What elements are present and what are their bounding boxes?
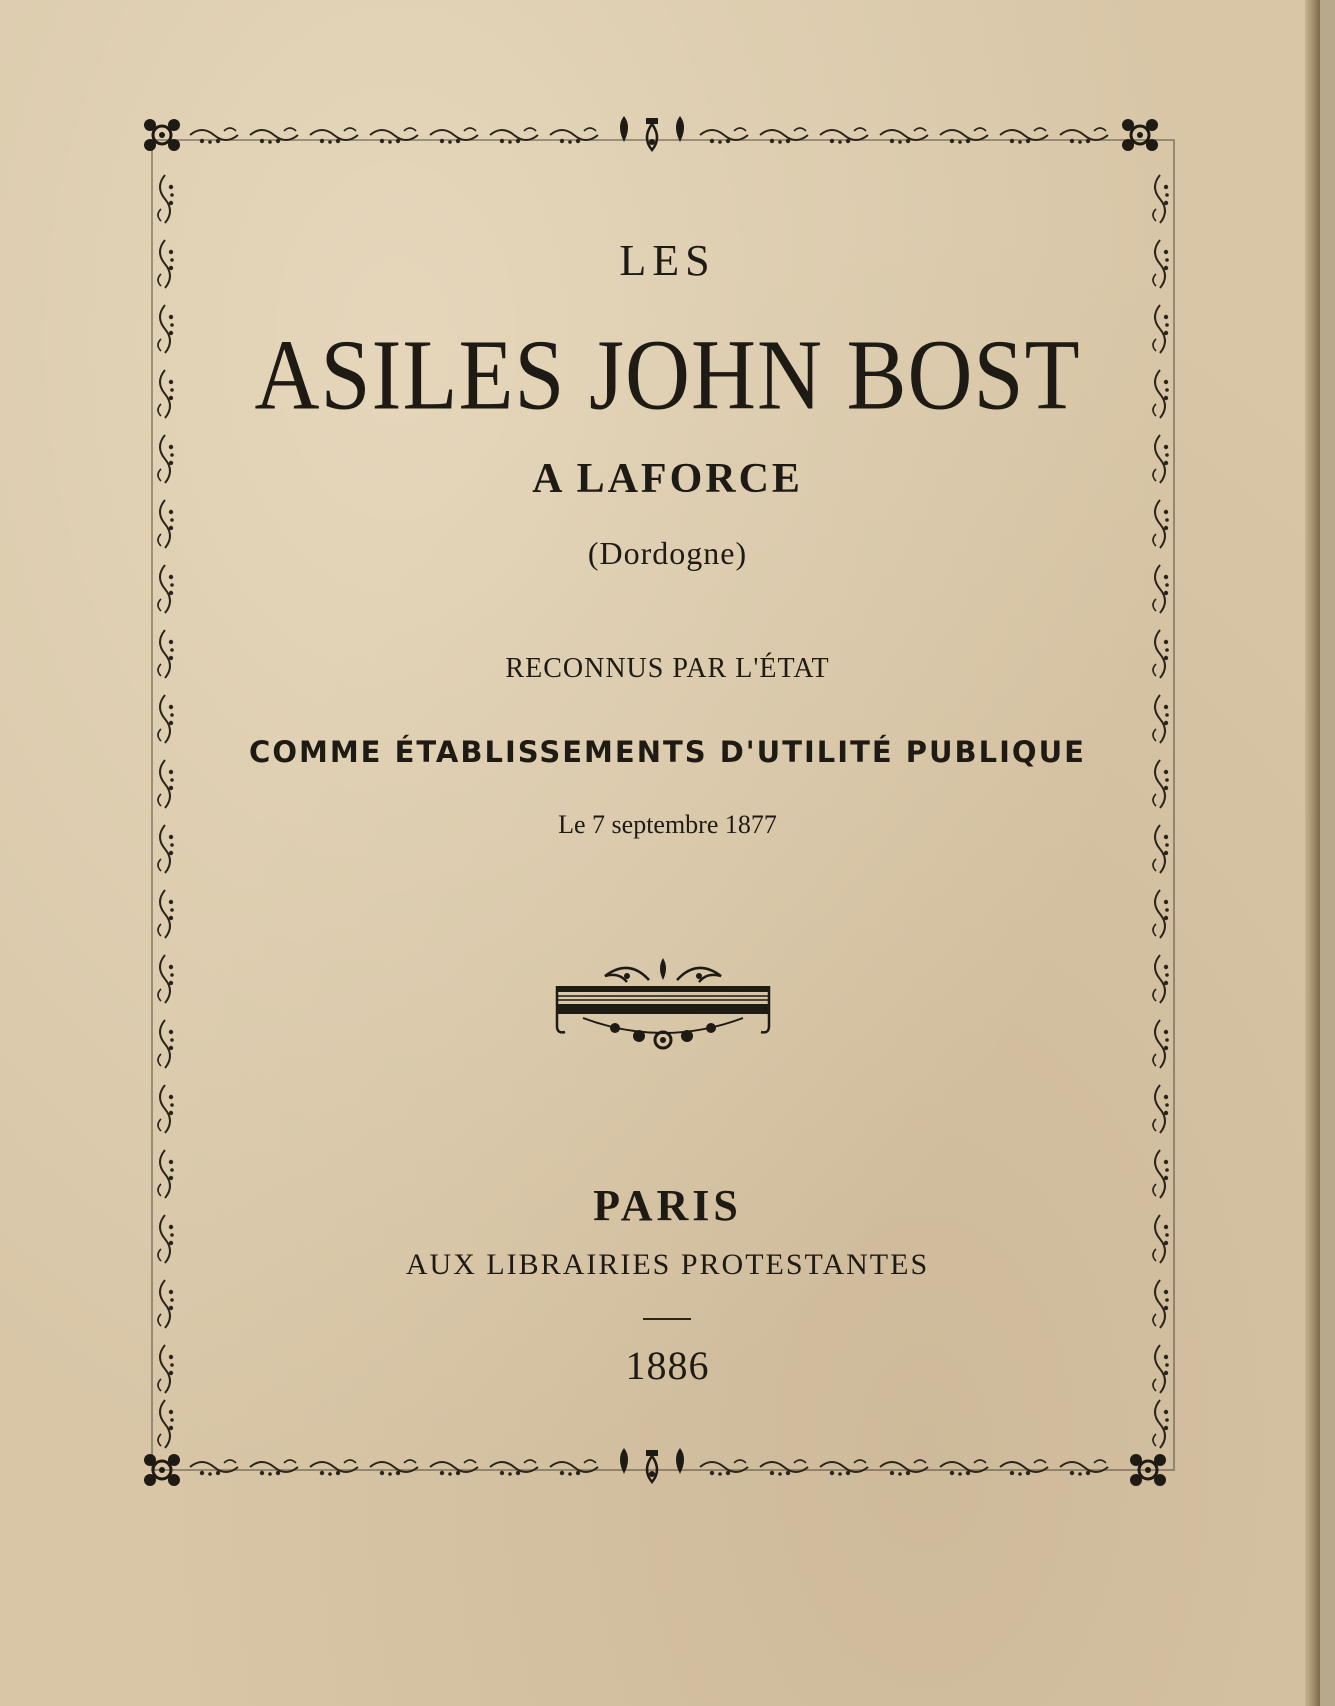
cover-recognized: RECONNUS PAR L'ÉTAT	[505, 653, 830, 684]
center-ornament	[553, 950, 773, 1060]
cover-place: A LAFORCE	[532, 456, 803, 502]
cover-year: 1886	[625, 1343, 710, 1388]
cover-date: Le 7 septembre 1877	[558, 810, 777, 839]
cover-title: ASILES JOHN BOST	[254, 320, 1081, 432]
cover-region: (Dordogne)	[587, 535, 748, 571]
cover-publisher: AUX LIBRAIRIES PROTESTANTES	[405, 1248, 930, 1281]
cover-status: COMME ÉTABLISSEMENTS D'UTILITÉ PUBLIQUE	[249, 735, 1086, 769]
cover-city: PARIS	[593, 1181, 742, 1230]
separator-rule	[643, 1318, 691, 1320]
cover-article: LES	[619, 236, 716, 285]
